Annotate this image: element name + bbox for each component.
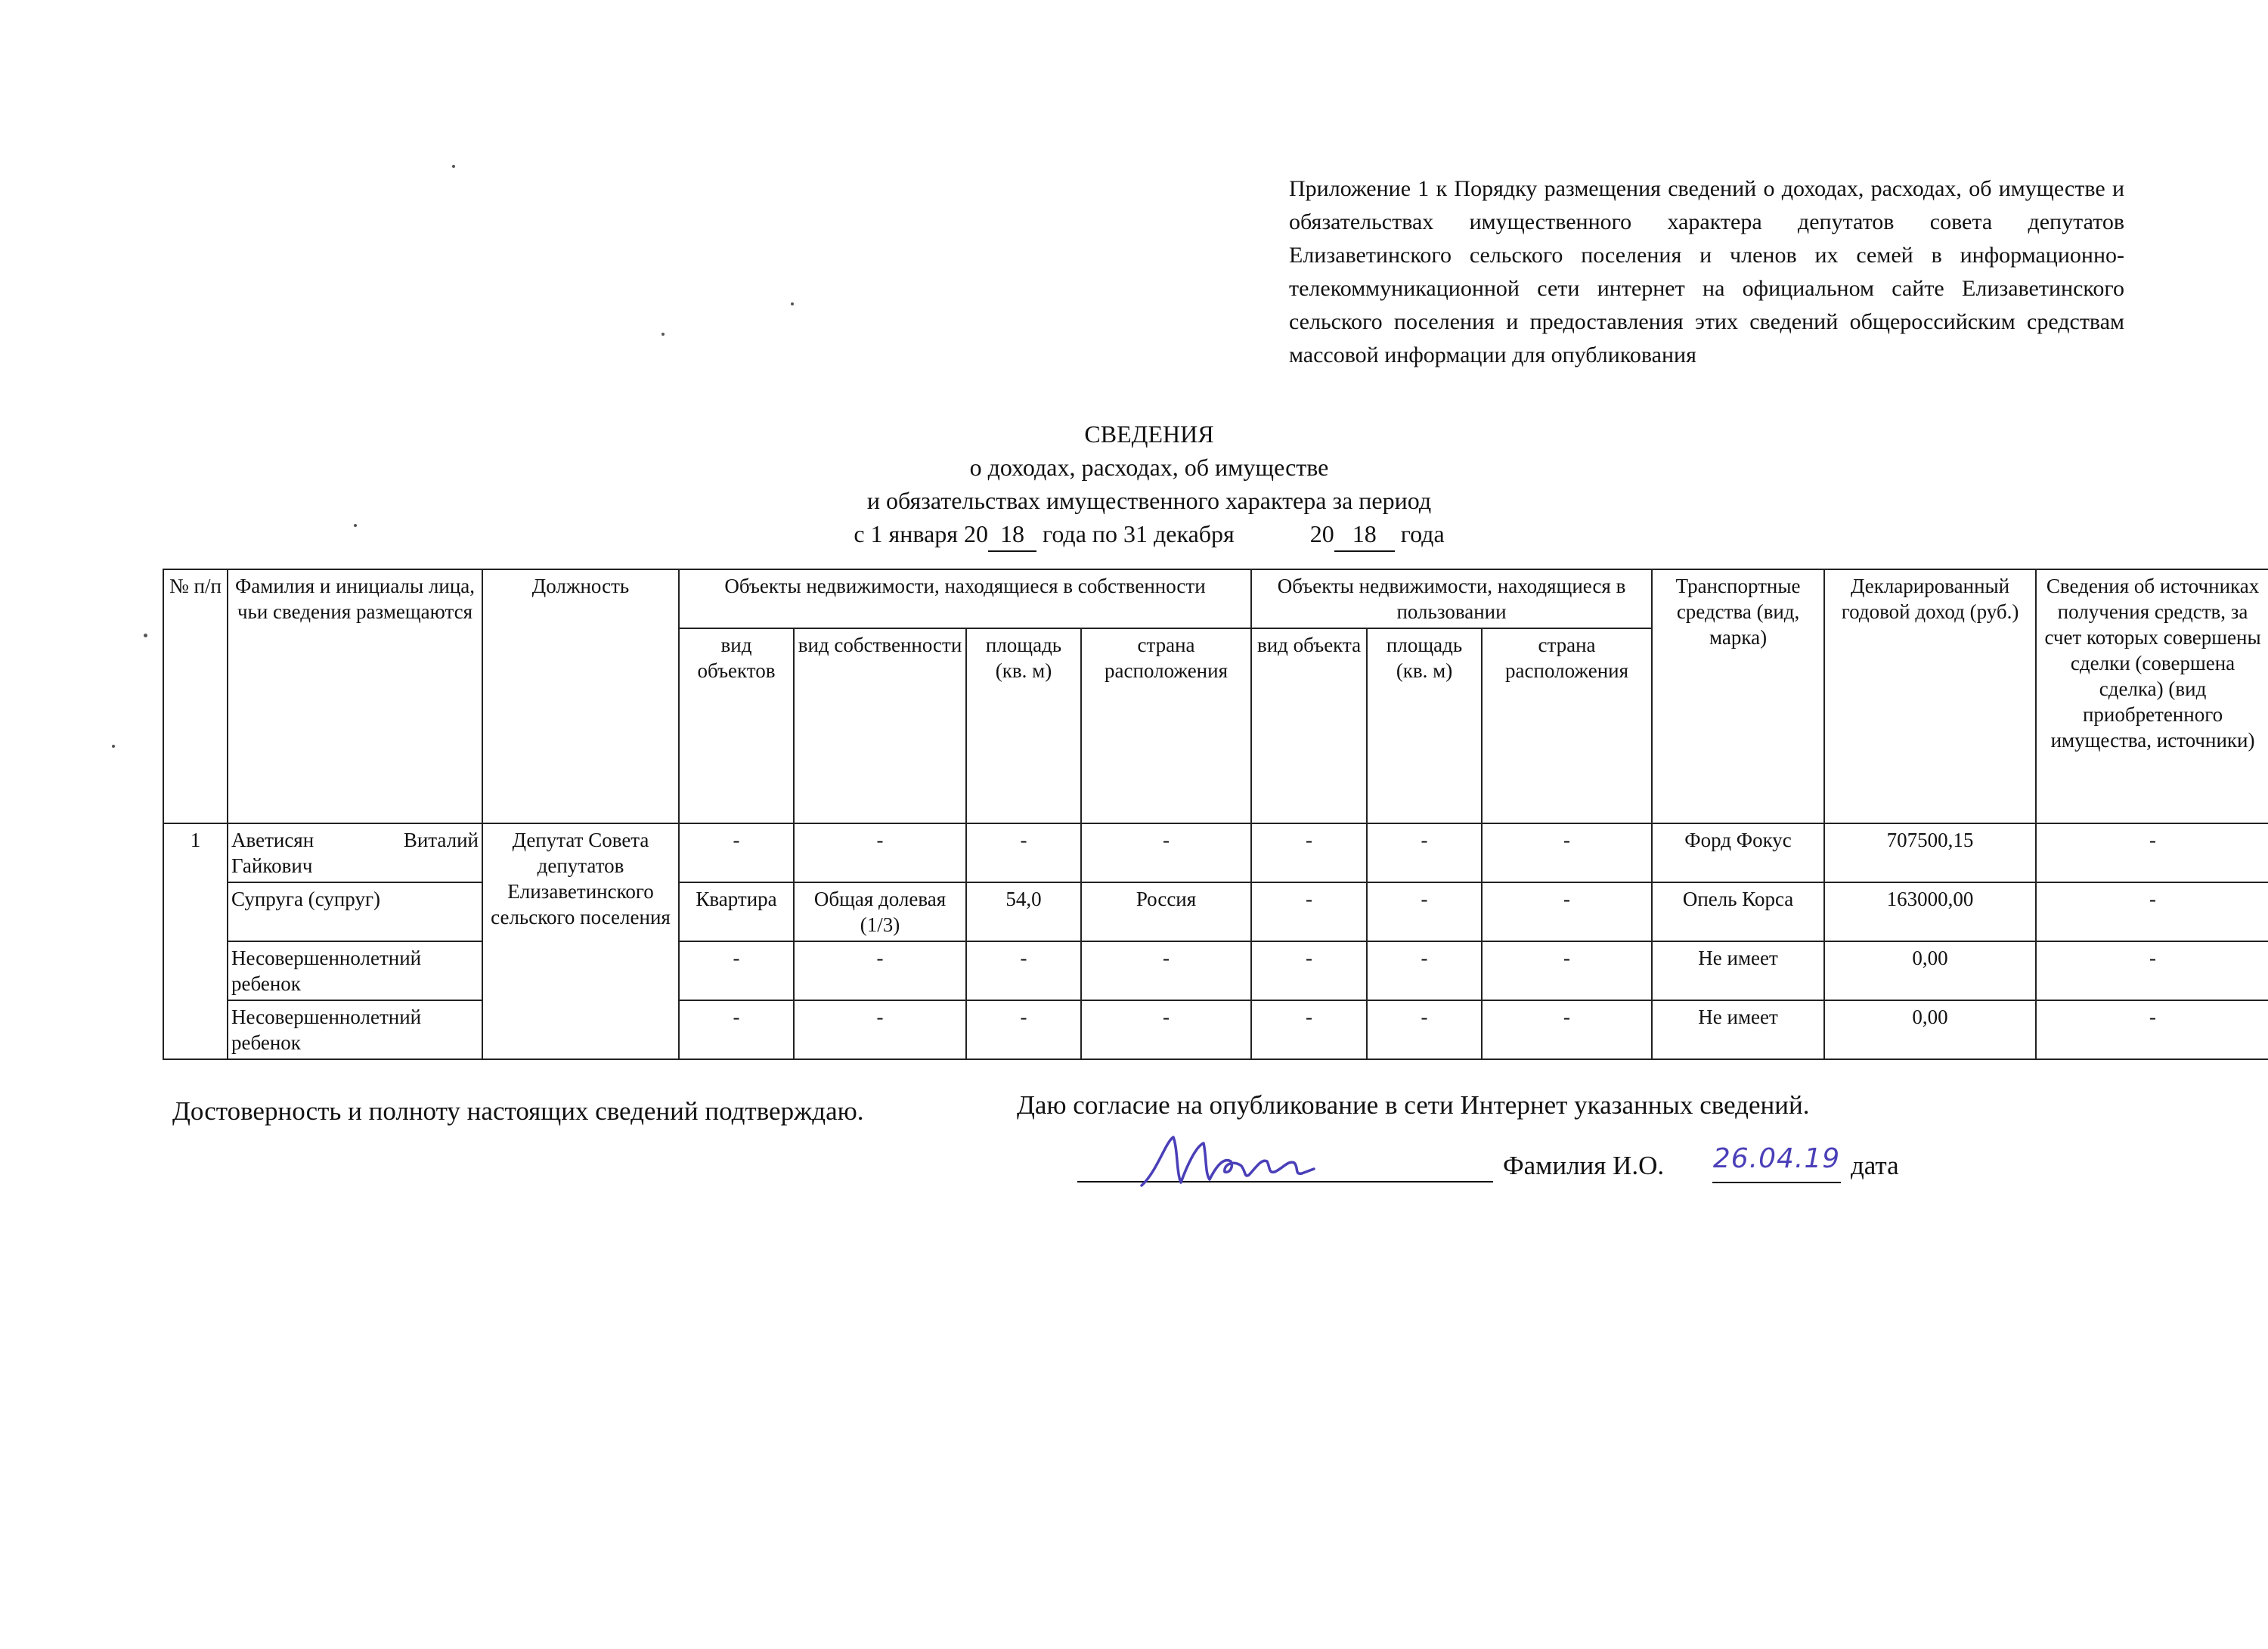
- name-given: Виталий: [403, 829, 479, 851]
- owned-area: -: [966, 1000, 1081, 1059]
- col-header-owned-ownership: вид собственности: [794, 628, 966, 823]
- document-title: [605, 417, 1693, 552]
- col-header-used-type: вид объекта: [1251, 628, 1367, 823]
- sources: -: [2036, 1000, 2268, 1059]
- table-row: [163, 941, 2268, 1000]
- owned-ownership: -: [794, 941, 966, 1000]
- scan-speck: [112, 745, 115, 748]
- used-area: -: [1367, 941, 1482, 1000]
- owned-ownership: Общая долевая (1/3): [794, 882, 966, 941]
- owned-ownership: -: [794, 823, 966, 882]
- name-label: Фамилия И.О.: [1503, 1151, 1665, 1180]
- period-suffix: года: [1400, 520, 1445, 547]
- period-year-prefix: 20: [1309, 520, 1334, 547]
- owned-ownership: -: [794, 1000, 966, 1059]
- sources: -: [2036, 882, 2268, 941]
- col-header-owned-type: вид объектов: [679, 628, 794, 823]
- scan-speck: [144, 634, 147, 637]
- scan-speck: [791, 302, 794, 305]
- col-header-owned-area: площадь (кв. м): [966, 628, 1081, 823]
- col-header-position: Должность: [482, 569, 679, 823]
- col-header-income: Декларированный годовой доход (руб.): [1824, 569, 2036, 823]
- position-cell: Депутат Совета депутатов Елизаветинского сельского поселения: [482, 823, 679, 1059]
- year-from: 18: [988, 517, 1036, 552]
- vehicles: Не имеет: [1652, 1000, 1824, 1059]
- annex-header: Приложение 1 к Порядку размещения сведений о доходах, расходах, об имуществе и обязательствах имущественного характера депутатов совета депутатов Елизаветинского сельского поселения и членов их семей в информационно-телекоммуникационной сети интернет на официальном сайте Елизаветинского сельского поселения и предоставления этих сведений общероссийским средствам массовой информации для опубликования: [1289, 176, 2124, 367]
- date-label: дата: [1851, 1151, 1899, 1180]
- owned-area: 54,0: [966, 882, 1081, 941]
- owned-type: -: [679, 941, 794, 1000]
- col-header-name: Фамилия и инициалы лица, чьи сведения размещаются: [228, 569, 482, 823]
- owned-country: -: [1081, 941, 1251, 1000]
- title-line-1: о доходах, расходах, об имуществе: [969, 454, 1329, 481]
- income: 0,00: [1824, 941, 2036, 1000]
- col-header-used-area: площадь (кв. м): [1367, 628, 1482, 823]
- owned-type: -: [679, 1000, 794, 1059]
- table-row: [163, 1000, 2268, 1059]
- period-prefix: с 1 января 20: [854, 520, 988, 547]
- person-name: Несовершеннолетний ребенок: [228, 1000, 482, 1059]
- person-name: Супруга (супруг): [228, 882, 482, 941]
- person-name: Несовершеннолетний ребенок: [228, 941, 482, 1000]
- owned-country: -: [1081, 1000, 1251, 1059]
- title-period: [605, 517, 1693, 552]
- col-header-used-country: страна расположения: [1482, 628, 1652, 823]
- owned-area: -: [966, 941, 1081, 1000]
- used-country: -: [1482, 882, 1652, 941]
- used-country: -: [1482, 941, 1652, 1000]
- sources: -: [2036, 823, 2268, 882]
- sources: -: [2036, 941, 2268, 1000]
- table-header-row: [163, 569, 2268, 628]
- used-type: -: [1251, 823, 1367, 882]
- used-area: -: [1367, 1000, 1482, 1059]
- declaration-table: [163, 569, 2268, 1060]
- owned-country: Россия: [1081, 882, 1251, 941]
- col-header-num: № п/п: [163, 569, 228, 823]
- owned-area: -: [966, 823, 1081, 882]
- year-to: 18: [1334, 517, 1395, 552]
- confirmation-statement: Достоверность и полноту настоящих сведений подтверждаю.: [172, 1096, 864, 1126]
- col-header-vehicles: Транспортные средства (вид, марка): [1652, 569, 1824, 823]
- row-number: 1: [163, 823, 228, 1059]
- used-country: -: [1482, 1000, 1652, 1059]
- income: 0,00: [1824, 1000, 2036, 1059]
- vehicles: Не имеет: [1652, 941, 1824, 1000]
- col-header-sources: Сведения об источниках получения средств, за счет которых совершены сделки (совершена сделка) (вид приобретенного имущества, источники): [2036, 569, 2268, 823]
- used-type: -: [1251, 1000, 1367, 1059]
- income: 707500,15: [1824, 823, 2036, 882]
- title-heading: СВЕДЕНИЯ: [1084, 420, 1214, 448]
- table-row: [163, 882, 2268, 941]
- used-area: -: [1367, 882, 1482, 941]
- scan-speck: [354, 524, 357, 527]
- owned-type: Квартира: [679, 882, 794, 941]
- income: 163000,00: [1824, 882, 2036, 941]
- scan-speck: [662, 333, 665, 336]
- used-type: -: [1251, 941, 1367, 1000]
- used-area: -: [1367, 823, 1482, 882]
- col-header-owned-group: Объекты недвижимости, находящиеся в собственности: [679, 569, 1251, 628]
- name-patronymic: Гайкович: [231, 854, 313, 877]
- table-row: [163, 823, 2268, 882]
- consent-statement: Даю согласие на опубликование в сети Интернет указанных сведений.: [1017, 1090, 1810, 1120]
- period-middle: года по 31 декабря: [1043, 520, 1235, 547]
- vehicles: Форд Фокус: [1652, 823, 1824, 882]
- used-type: -: [1251, 882, 1367, 941]
- scan-speck: [452, 165, 455, 168]
- used-country: -: [1482, 823, 1652, 882]
- owned-country: -: [1081, 823, 1251, 882]
- handwritten-date: 26.04.19: [1712, 1138, 1841, 1183]
- signature: [1134, 1127, 1315, 1195]
- title-line-2: и обязательствах имущественного характера за период: [866, 487, 1432, 514]
- person-name: [228, 823, 482, 882]
- col-header-owned-country: страна расположения: [1081, 628, 1251, 823]
- name-surname: Аветисян: [231, 829, 314, 851]
- col-header-used-group: Объекты недвижимости, находящиеся в пользовании: [1251, 569, 1652, 628]
- vehicles: Опель Корса: [1652, 882, 1824, 941]
- owned-type: -: [679, 823, 794, 882]
